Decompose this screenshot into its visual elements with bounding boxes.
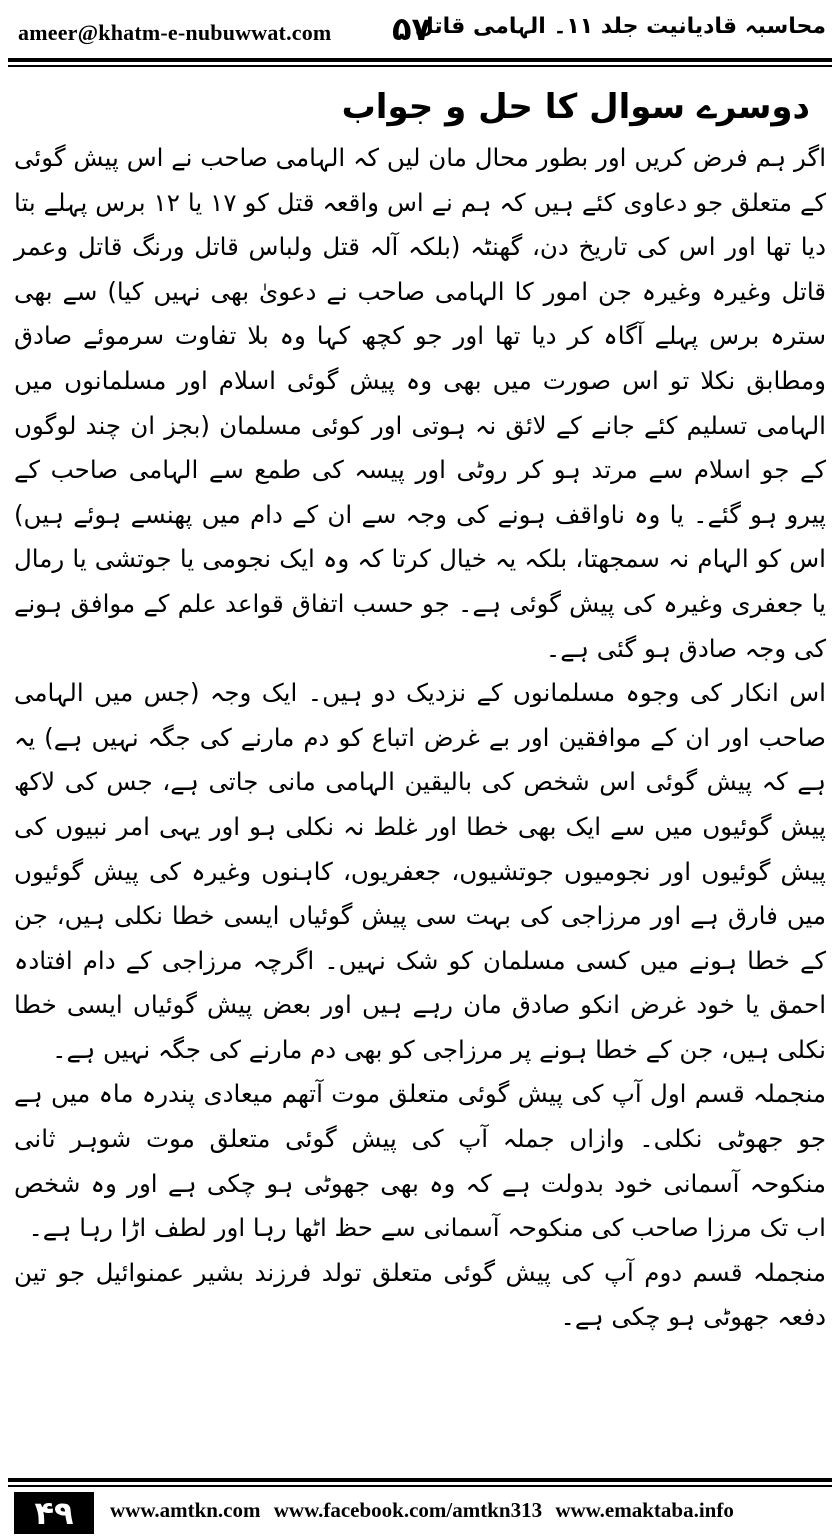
header-rule-thin <box>8 65 832 67</box>
footer-page-number: ۴۹ <box>14 1492 94 1534</box>
header-email[interactable]: ameer@khatm-e-nubuwwat.com <box>18 20 332 45</box>
body-paragraph: اس انکار کی وجوہ مسلمانوں کے نزدیک دو ہیں۔ ایک وجہ (جس میں الہامی صاحب اور ان کے موافقین اور بے غرض اتباع کو دم مارنے کی جگہ نہیں ہے) یہ ہے کہ پیش گوئی اس شخص کی بالیقین الہامی مانی جاتی ہے، جس کی لاکھ پیش گوئیوں میں سے ایک بھی خطا اور غلط نہ نکلی ہو اور یہی امر نبیوں کی پیش گوئیوں اور نجومیوں جوتشیوں، جعفریوں، کاہنوں وغیرہ کی پیش گوئیوں میں فارق ہے اور مرزاجی کی بہت سی پیش گوئیاں ایسی خطا نکلی ہیں، جن کے خطا ہونے میں کسی مسلمان کو شک نہیں۔ اگرچہ مرزاجی کے دام افتادہ احمق یا خود غرض انکو صادق مان رہے ہیں اور بعض پیش گوئیاں ایسی خطا نکلی ہیں، جن کے خطا ہونے پر مرزاجی کو بھی دم مارنے کی جگہ نہیں ہے۔ <box>14 678 826 1064</box>
page-header <box>0 0 840 62</box>
header-book-title: محاسبہ قادیانیت جلد ۱۱۔ الہامی قاتل <box>414 14 826 39</box>
body-paragraph: اگر ہم فرض کریں اور بطور محال مان لیں کہ الہامی صاحب نے اس پیش گوئی کے متعلق جو دعاوی کئے ہیں کہ ہم نے اس واقعہ قتل کو ۱۷ یا ۱۲ برس پہلے بتا دیا تھا اور اس کی تاریخ دن، گھنٹہ (بلکہ آلہ قتل ولباس قاتل ورنگ قاتل وعمر قاتل وغیرہ وغیرہ جن امور کا الہامی صاحب نے دعویٰ بھی نہیں کیا) سے بھی سترہ برس پہلے آگاہ کر دیا تھا اور جو کچھ کہا وہ بلا تفاوت سرموئے صادق ومطابق نکلا تو اس صورت میں بھی وہ پیش گوئی اسلام اور مسلمانوں میں الہامی تسلیم کئے جانے کے لائق نہ ہوتی اور کوئی مسلمان (بجز ان چند لوگوں کے جو اسلام سے مرتد ہو کر روٹی اور پیسہ کی طمع سے الہامی صاحب کے پیرو ہو گئے۔ یا وہ ناواقف ہونے کی وجہ سے ان کے دام میں پھنسے ہوئے ہیں) اس کو الہام نہ سمجھتا، بلکہ یہ خیال کرتا کہ وہ ایک نجومی یا جوتشی یا رمال یا جعفری وغیرہ کی پیش گوئی ہے۔ جو حسب اتفاق قواعد علم کے موافق ہونے کی وجہ صادق ہو گئی ہے۔ <box>14 143 826 663</box>
footer-rule-thin <box>8 1485 832 1487</box>
footer-links <box>110 1498 828 1523</box>
header-rule-thick <box>8 58 832 62</box>
page-footer <box>0 1478 840 1540</box>
section-heading: دوسرے سوال کا حل و جواب <box>341 87 810 127</box>
footer-link-emaktaba[interactable]: www.emaktaba.info <box>555 1498 734 1522</box>
footer-link-amtkn[interactable]: www.amtkn.com <box>110 1498 261 1522</box>
page-body <box>14 84 826 1464</box>
header-page-number: ۵۷ <box>392 10 432 48</box>
footer-link-facebook[interactable]: www.facebook.com/amtkn313 <box>273 1498 543 1522</box>
footer-rule-thick <box>8 1478 832 1482</box>
body-paragraph: منجملہ قسم اول آپ کی پیش گوئی متعلق موت آتھم میعادی پندرہ ماہ میں ہے جو جھوٹی نکلی۔ وازاں جملہ آپ کی پیش گوئی متعلق موت شوہر ثانی منکوحہ آسمانی خود بدولت ہے کہ وہ بھی جھوٹی ہو چکی ہے اور وہ شخص اب تک مرزا صاحب کی منکوحہ آسمانی سے حظ اٹھا رہا اور لطف اڑا رہا ہے۔ <box>14 1079 826 1243</box>
body-paragraph: منجملہ قسم دوم آپ کی پیش گوئی متعلق تولد فرزند بشیر عمنوائیل جو تین دفعہ جھوٹی ہو چکی ہے۔ <box>14 1257 826 1332</box>
